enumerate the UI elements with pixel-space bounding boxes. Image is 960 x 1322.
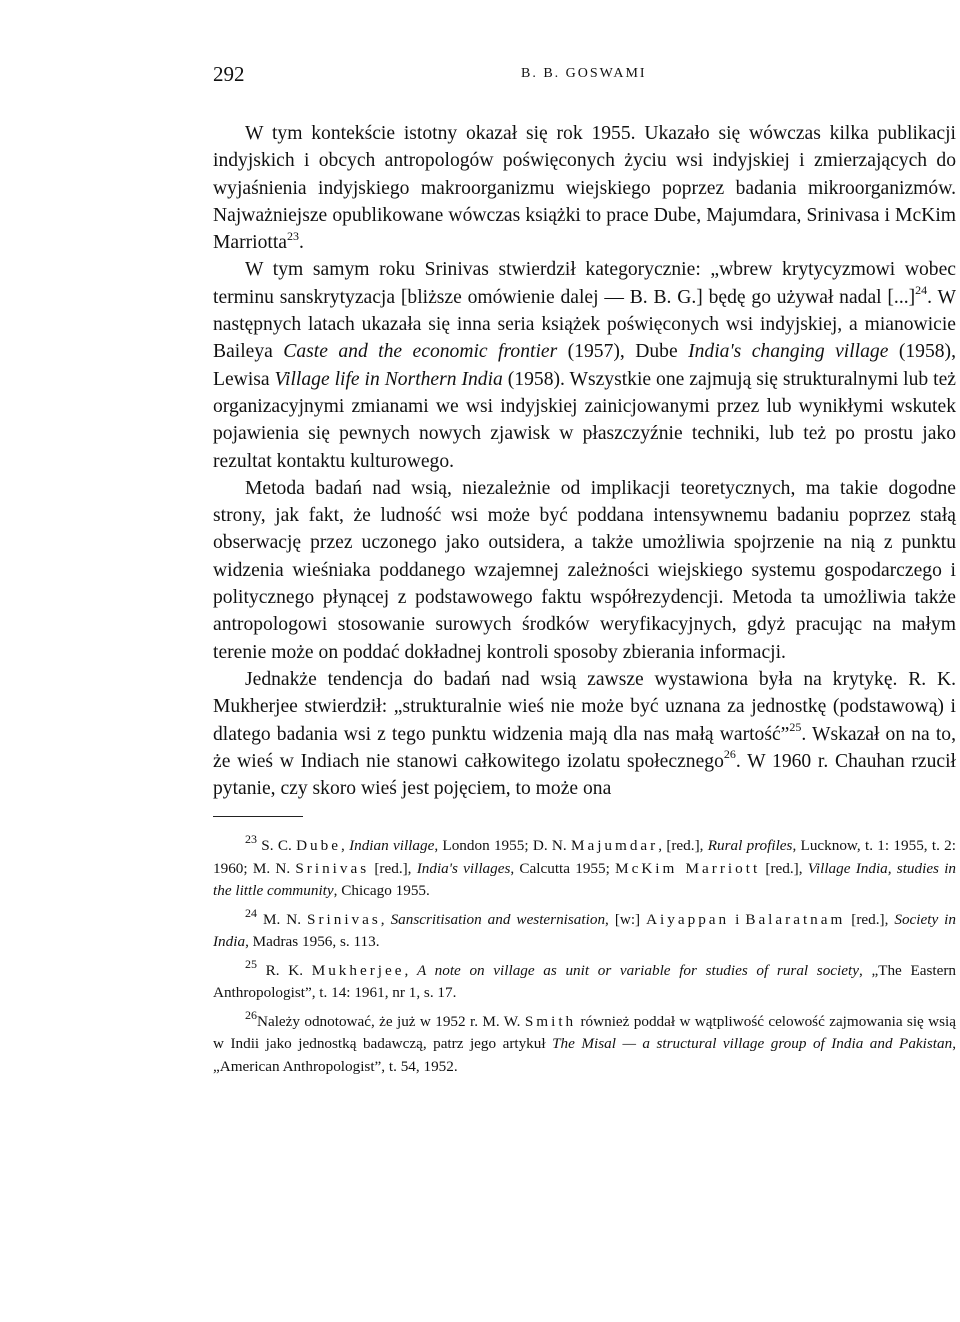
paragraph-1: W tym kontekście istotny okazał się rok 1955. Ukazało się wówczas kilka publikacji indyjskich i obcych antropologów poświęconych życiu wsi indyjskiej i zmierzających do wyjaśnienia indyjskiego makroorganizmu wiejskiego poprzez badania mikroorganizmów. Najważniejsze opublikowane wówczas książki to prace Dube, Majumdara, Srinivasa i McKim Marriotta$^{23}$. (213, 123, 956, 254)
author-name: Mukherjee (311, 961, 405, 979)
footnote-25: $^{25}$ R. K. Mukherjee, A note on village as unit or variable for studies of rural society, „The Eastern Anthropologist”, t. 14: 1961, nr 1, s. 17. (213, 956, 957, 1002)
paragraph-3: Metoda badań nad wsią, niezależnie od implikacji teoretycznych, ma takie dogodne strony, jak fakt, że ludność wsi może być poddana intensywnemu badaniu poprzez stałą obserwację przez uczonego jako outsidera, a także umożliwia spojrzenie na nią z punktu widzenia wieśniaka poddanego wzajemnej zależności wiejskiego systemu gospodarczego i politycznego płynącej z podstawowego faktu współrezydencji. Metoda ta umożliwia także antropologowi stosowanie surowych środków weryfikacyjnych, gdyż pracując na małym terenie może on poddać dokładnej kontroli sposoby zbierania informacji. (213, 477, 956, 663)
footnote-ref-25: 25 (789, 720, 802, 734)
footnote-26: $^{26}$Należy odnotować, że już w 1952 r. M. W. Smith również poddał w wątpliwość celowość zajmowania się wsią w Indii jako jednostką badawczą, patrz jego artykuł The Misal — a structural village group of India and Pakistan, „American Anthropologist”, t. 54, 1952. (213, 1007, 956, 1075)
footnotes (213, 832, 957, 1078)
author-name: Dube (296, 837, 341, 855)
footnote-24: $^{24}$ M. N. Srinivas, Sanscritisation and westernisation, [w:] Aiyappan i Balaratnam [red.], Society in India, Madras 1956, s. 113. (213, 905, 956, 951)
author-name: Smith (524, 1012, 577, 1030)
book-page (213, 62, 956, 1084)
footnote-ref-26: 26 (723, 747, 736, 762)
footnote-divider (213, 816, 303, 817)
footnote-23: $^{23}$ S. C. Dube, Indian village, London 1955; D. N. Majumdar, [red.], Rural profiles, Lucknow, t. 1: 1955, t. 2: 1960; M. N. Srinivas [red.], India's villages, Calcutta 1955; McKim Marriott [red.], Village India, studies in the little community, Chicago 1955. (213, 832, 957, 900)
footnote-ref-23: 23 (287, 228, 299, 243)
page-header (213, 62, 956, 102)
book-title: Caste and the economic frontier (283, 341, 558, 363)
author-name: Srinivas (307, 910, 381, 928)
book-title: Village life in Northern India (274, 368, 503, 390)
author-name: McKim Marriott (615, 859, 761, 877)
footnote-ref-24: 24 (915, 283, 928, 298)
paragraph-4: Jednakże tendencja do badań nad wsią zawsze wystawiona była na krytykę. R. K. Mukherjee stwierdził: „strukturalnie wieś nie może być uznana za jednostkę (podstawową) i dlatego badania wsi z tego punktu widzenia mają dla nas małą wartość”$^{25}$. Wskazał on na to, że wieś w Indiach nie stanowi całkowitego izolatu społecznego$^{26}$. W 1960 r. Chauhan rzucił pytanie, czy skoro wieś jest pojęciem, to może ona (213, 668, 956, 800)
author-name: Majumdar (570, 837, 659, 855)
paragraph-2: W tym samym roku Srinivas stwierdził kategorycznie: „wbrew krytycyzmowi wobec terminu sanskrytyzacja [bliższe omówienie dalej — B. B. G.] będę go używał nadal [...]$^{24}$. W następnych latach ukazała się inna seria książek poświęconych wsi indyjskiej, a mianowicie Baileya Caste and the economic frontier (1957), Dube India's changing village (1958), Lewisa Village life in Northern India (1958). Wszystkie one zajmują się strukturalnymi lub też organizacyjnymi zmianami we wsi indyjskiej zainicjowanymi przez lub wynikłymi wskutek pojawienia się pewnych nowych zjawisk w płaszczyźnie techniki, lub też po prostu jako rezultat kontaktu kulturowego. (213, 259, 956, 472)
main-text (213, 120, 956, 802)
author-name: Aiyappan (646, 910, 730, 928)
running-head: B. B. GOSWAMI (521, 66, 647, 81)
author-name: Balaratnam (745, 910, 846, 928)
author-name: Srinivas (295, 859, 370, 877)
page-number: 292 (213, 62, 245, 86)
book-title: India's changing village (688, 341, 889, 363)
